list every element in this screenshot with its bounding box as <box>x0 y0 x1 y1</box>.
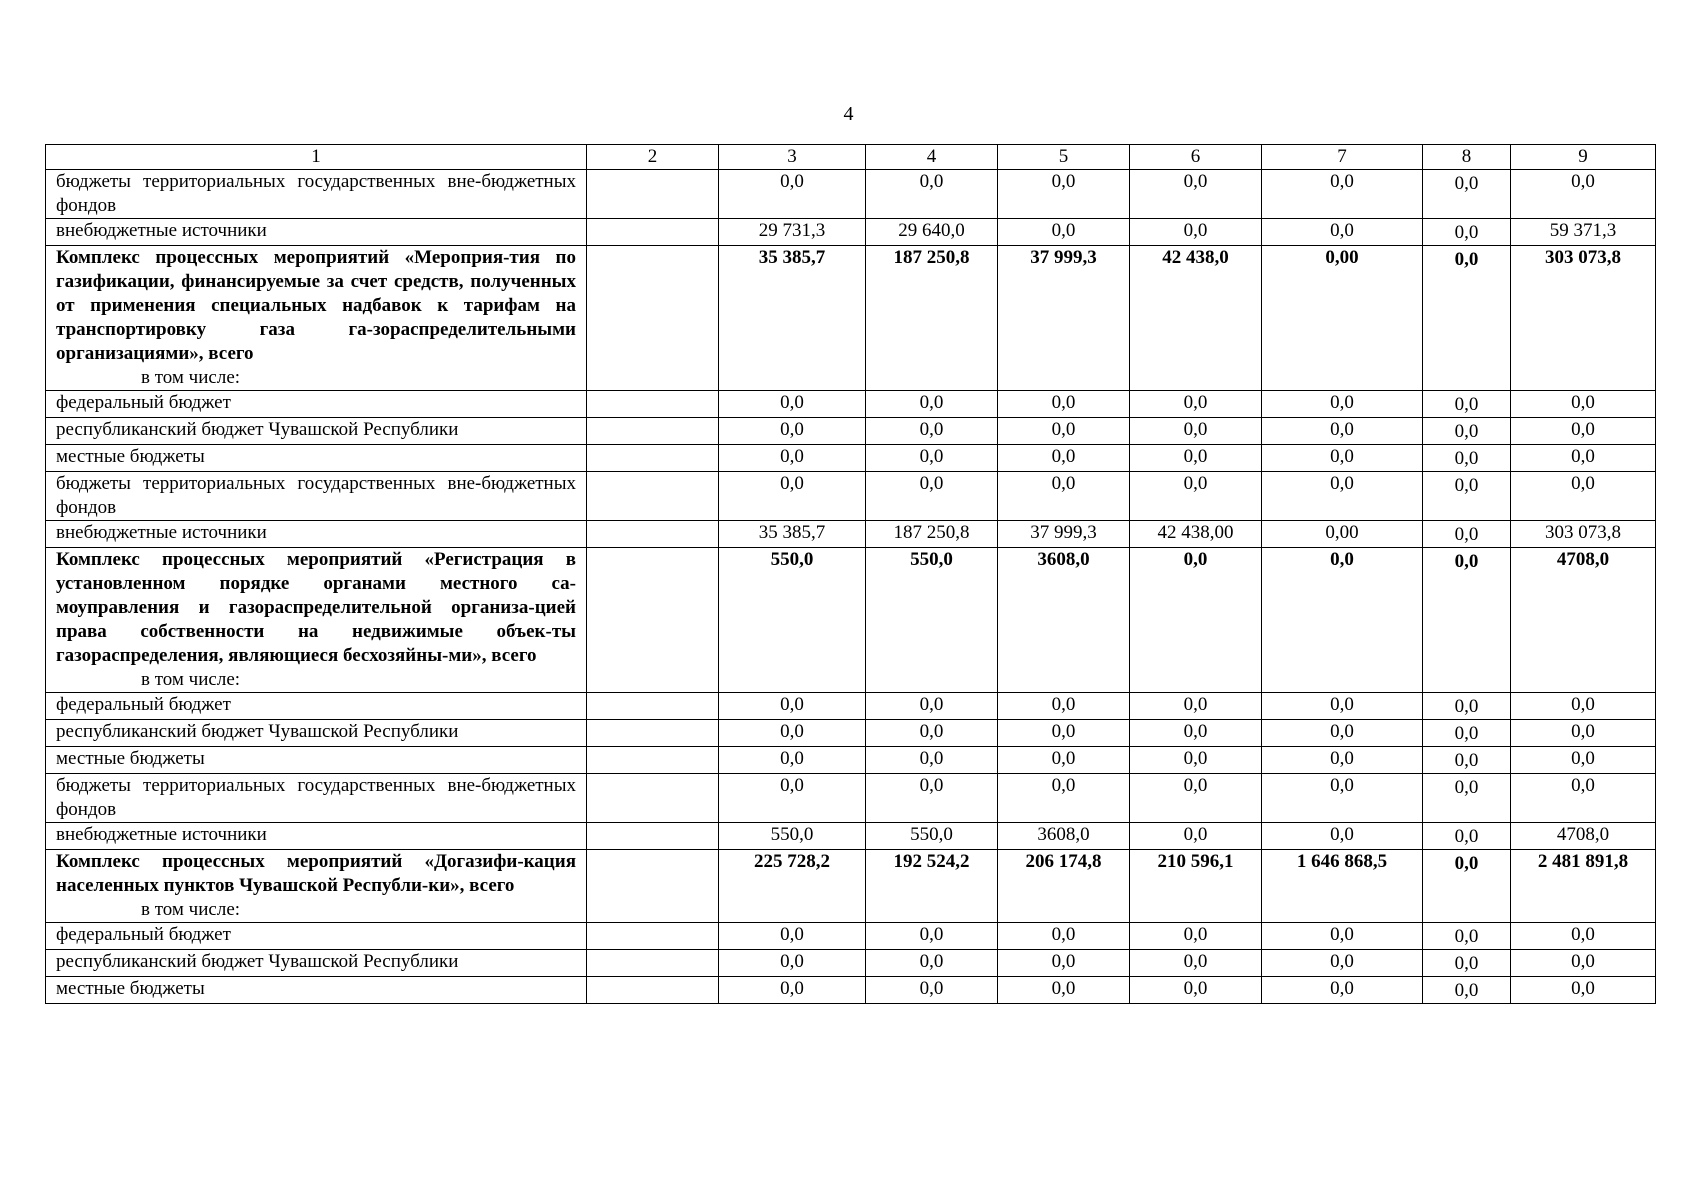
value-cell-col7: 0,0 <box>1262 923 1423 950</box>
value-cell-col6: 0,0 <box>1130 170 1262 219</box>
value-cell-col7: 0,0 <box>1262 418 1423 445</box>
row-label: бюджеты территориальных государственных вне-бюджетных фондов <box>56 775 576 820</box>
value-cell-col5: 0,0 <box>998 747 1130 774</box>
row-label-cell <box>46 950 587 977</box>
row-label-cell <box>46 747 587 774</box>
table-row <box>46 170 1656 219</box>
page-number: 4 <box>843 103 854 125</box>
row-label: Комплекс процессных мероприятий «Догазифи-кация населенных пунктов Чувашской Республи-ки», всего <box>56 851 576 896</box>
row-label-cell <box>46 720 587 747</box>
value-cell-col8: 0,0 <box>1423 418 1511 445</box>
row-label: внебюджетные источники <box>56 522 267 543</box>
value-cell-col5: 0,0 <box>998 950 1130 977</box>
value-cell-col4: 0,0 <box>866 720 998 747</box>
funding-table <box>45 144 1656 1004</box>
row-label-cell <box>46 977 587 1004</box>
value-cell-col3: 0,0 <box>719 923 866 950</box>
value-cell-col4: 0,0 <box>866 693 998 720</box>
value-cell-col4: 550,0 <box>866 548 998 693</box>
row-label-cell <box>46 391 587 418</box>
value-cell-col3: 550,0 <box>719 823 866 850</box>
value-cell-col9: 0,0 <box>1511 693 1656 720</box>
value-cell-col2 <box>587 418 719 445</box>
row-label: федеральный бюджет <box>56 392 231 413</box>
value-cell-col4: 187 250,8 <box>866 521 998 548</box>
value-cell-col6: 0,0 <box>1130 977 1262 1004</box>
value-cell-col2 <box>587 774 719 823</box>
value-cell-col8: 0,0 <box>1423 219 1511 246</box>
value-cell-col9: 0,0 <box>1511 418 1656 445</box>
table-row <box>46 923 1656 950</box>
value-cell-col5: 0,0 <box>998 693 1130 720</box>
value-cell-col3: 0,0 <box>719 445 866 472</box>
value-cell-col4: 0,0 <box>866 418 998 445</box>
value-cell-col7: 0,0 <box>1262 823 1423 850</box>
value-cell-col2 <box>587 747 719 774</box>
value-cell-col6: 42 438,00 <box>1130 521 1262 548</box>
value-cell-col9: 0,0 <box>1511 747 1656 774</box>
table-body <box>46 145 1656 1004</box>
row-label: федеральный бюджет <box>56 694 231 715</box>
value-cell-col9: 2 481 891,8 <box>1511 850 1656 923</box>
value-cell-col9: 0,0 <box>1511 472 1656 521</box>
table-row <box>46 747 1656 774</box>
value-cell-col2 <box>587 693 719 720</box>
value-cell-col7: 0,0 <box>1262 747 1423 774</box>
value-cell-col3: 29 731,3 <box>719 219 866 246</box>
value-cell-col8: 0,0 <box>1423 977 1511 1004</box>
value-cell-col9: 59 371,3 <box>1511 219 1656 246</box>
value-cell-col9: 4708,0 <box>1511 548 1656 693</box>
table-row <box>46 950 1656 977</box>
row-label: республиканский бюджет Чувашской Республики <box>56 951 459 972</box>
value-cell-col7: 0,0 <box>1262 950 1423 977</box>
value-cell-col4: 0,0 <box>866 950 998 977</box>
value-cell-col4: 192 524,2 <box>866 850 998 923</box>
column-number: 6 <box>1130 145 1262 170</box>
value-cell-col6: 42 438,0 <box>1130 246 1262 391</box>
value-cell-col5: 0,0 <box>998 977 1130 1004</box>
value-cell-col8: 0,0 <box>1423 693 1511 720</box>
row-label: местные бюджеты <box>56 978 205 999</box>
value-cell-col3: 0,0 <box>719 977 866 1004</box>
value-cell-col3: 0,0 <box>719 774 866 823</box>
value-cell-col5: 0,0 <box>998 219 1130 246</box>
table-row <box>46 720 1656 747</box>
program-total-row <box>46 850 1656 923</box>
value-cell-col2 <box>587 950 719 977</box>
table-row <box>46 823 1656 850</box>
column-number: 5 <box>998 145 1130 170</box>
value-cell-col5: 0,0 <box>998 445 1130 472</box>
value-cell-col5: 0,0 <box>998 720 1130 747</box>
value-cell-col8: 0,0 <box>1423 850 1511 923</box>
value-cell-col7: 0,0 <box>1262 693 1423 720</box>
value-cell-col6: 0,0 <box>1130 774 1262 823</box>
value-cell-col9: 4708,0 <box>1511 823 1656 850</box>
value-cell-col6: 0,0 <box>1130 823 1262 850</box>
value-cell-col8: 0,0 <box>1423 774 1511 823</box>
table-row <box>46 445 1656 472</box>
row-label: республиканский бюджет Чувашской Республики <box>56 419 459 440</box>
value-cell-col9: 0,0 <box>1511 977 1656 1004</box>
value-cell-col7: 0,0 <box>1262 445 1423 472</box>
value-cell-col3: 0,0 <box>719 693 866 720</box>
table-row <box>46 418 1656 445</box>
value-cell-col4: 0,0 <box>866 472 998 521</box>
value-cell-col6: 0,0 <box>1130 693 1262 720</box>
value-cell-col5: 0,0 <box>998 418 1130 445</box>
value-cell-col8: 0,0 <box>1423 747 1511 774</box>
value-cell-col8: 0,0 <box>1423 548 1511 693</box>
column-number: 1 <box>46 145 587 170</box>
row-label-cell <box>46 219 587 246</box>
value-cell-col7: 0,0 <box>1262 219 1423 246</box>
value-cell-col6: 0,0 <box>1130 747 1262 774</box>
value-cell-col7: 0,0 <box>1262 170 1423 219</box>
column-number: 2 <box>587 145 719 170</box>
program-total-row <box>46 548 1656 693</box>
value-cell-col6: 0,0 <box>1130 391 1262 418</box>
value-cell-col3: 0,0 <box>719 472 866 521</box>
row-label-cell <box>46 418 587 445</box>
value-cell-col4: 0,0 <box>866 977 998 1004</box>
table-row <box>46 977 1656 1004</box>
value-cell-col4: 550,0 <box>866 823 998 850</box>
program-total-row <box>46 246 1656 391</box>
value-cell-col6: 0,0 <box>1130 950 1262 977</box>
value-cell-col9: 0,0 <box>1511 445 1656 472</box>
value-cell-col2 <box>587 445 719 472</box>
table-row <box>46 693 1656 720</box>
value-cell-col9: 0,0 <box>1511 391 1656 418</box>
value-cell-col2 <box>587 548 719 693</box>
value-cell-col2 <box>587 391 719 418</box>
column-number: 8 <box>1423 145 1511 170</box>
value-cell-col9: 0,0 <box>1511 720 1656 747</box>
row-label-cell <box>46 823 587 850</box>
value-cell-col6: 0,0 <box>1130 445 1262 472</box>
value-cell-col3: 0,0 <box>719 950 866 977</box>
value-cell-col3: 35 385,7 <box>719 246 866 391</box>
value-cell-col7: 0,0 <box>1262 472 1423 521</box>
value-cell-col2 <box>587 219 719 246</box>
value-cell-col2 <box>587 923 719 950</box>
value-cell-col9: 303 073,8 <box>1511 246 1656 391</box>
row-label: республиканский бюджет Чувашской Республики <box>56 721 459 742</box>
column-number-row <box>46 145 1656 170</box>
row-label: внебюджетные источники <box>56 824 267 845</box>
value-cell-col8: 0,0 <box>1423 950 1511 977</box>
value-cell-col5: 0,0 <box>998 774 1130 823</box>
value-cell-col6: 0,0 <box>1130 219 1262 246</box>
value-cell-col8: 0,0 <box>1423 170 1511 219</box>
value-cell-col7: 0,00 <box>1262 521 1423 548</box>
row-label-cell <box>46 850 587 923</box>
value-cell-col5: 3608,0 <box>998 548 1130 693</box>
value-cell-col2 <box>587 823 719 850</box>
value-cell-col4: 0,0 <box>866 170 998 219</box>
value-cell-col9: 303 073,8 <box>1511 521 1656 548</box>
value-cell-col2 <box>587 850 719 923</box>
row-label: местные бюджеты <box>56 748 205 769</box>
value-cell-col8: 0,0 <box>1423 521 1511 548</box>
table-row <box>46 219 1656 246</box>
value-cell-col2 <box>587 170 719 219</box>
value-cell-col3: 0,0 <box>719 391 866 418</box>
value-cell-col4: 29 640,0 <box>866 219 998 246</box>
row-label: бюджеты территориальных государственных вне-бюджетных фондов <box>56 473 576 518</box>
value-cell-col4: 0,0 <box>866 923 998 950</box>
row-label-cell <box>46 472 587 521</box>
row-label: внебюджетные источники <box>56 220 267 241</box>
value-cell-col5: 3608,0 <box>998 823 1130 850</box>
column-number: 9 <box>1511 145 1656 170</box>
value-cell-col9: 0,0 <box>1511 923 1656 950</box>
table-row <box>46 774 1656 823</box>
value-cell-col5: 0,0 <box>998 391 1130 418</box>
value-cell-col2 <box>587 521 719 548</box>
row-label: Комплекс процессных мероприятий «Мероприя-тия по газификации, финансируемые за счет средств, полученных от применения специальных надбавок к тарифам на транспортировку газа га-зораспределительными организациями», всего <box>56 247 576 364</box>
value-cell-col8: 0,0 <box>1423 472 1511 521</box>
value-cell-col6: 0,0 <box>1130 418 1262 445</box>
value-cell-col8: 0,0 <box>1423 391 1511 418</box>
row-label-cell <box>46 774 587 823</box>
column-number: 7 <box>1262 145 1423 170</box>
value-cell-col8: 0,0 <box>1423 923 1511 950</box>
value-cell-col5: 37 999,3 <box>998 246 1130 391</box>
value-cell-col9: 0,0 <box>1511 950 1656 977</box>
value-cell-col6: 210 596,1 <box>1130 850 1262 923</box>
value-cell-col8: 0,0 <box>1423 445 1511 472</box>
value-cell-col3: 0,0 <box>719 720 866 747</box>
value-cell-col2 <box>587 720 719 747</box>
value-cell-col7: 0,0 <box>1262 774 1423 823</box>
value-cell-col2 <box>587 472 719 521</box>
row-label-cell <box>46 548 587 693</box>
value-cell-col4: 187 250,8 <box>866 246 998 391</box>
value-cell-col6: 0,0 <box>1130 472 1262 521</box>
value-cell-col9: 0,0 <box>1511 170 1656 219</box>
value-cell-col2 <box>587 977 719 1004</box>
value-cell-col2 <box>587 246 719 391</box>
row-label: Комплекс процессных мероприятий «Регистрация в установленном порядке органами местного са-моуправления и газораспределительной организа-цией права собственности на недвижимые объек-ты газораспределения, являющиеся бесхозяйны-ми», всего <box>56 549 576 666</box>
row-label-cell <box>46 170 587 219</box>
row-label-cell <box>46 923 587 950</box>
value-cell-col7: 0,0 <box>1262 548 1423 693</box>
value-cell-col8: 0,0 <box>1423 823 1511 850</box>
table-row <box>46 391 1656 418</box>
value-cell-col3: 0,0 <box>719 418 866 445</box>
row-subnote: в том числе: <box>141 899 241 920</box>
value-cell-col5: 37 999,3 <box>998 521 1130 548</box>
value-cell-col5: 0,0 <box>998 170 1130 219</box>
value-cell-col5: 206 174,8 <box>998 850 1130 923</box>
value-cell-col5: 0,0 <box>998 923 1130 950</box>
row-label-cell <box>46 445 587 472</box>
value-cell-col7: 0,0 <box>1262 391 1423 418</box>
column-number: 4 <box>866 145 998 170</box>
value-cell-col8: 0,0 <box>1423 246 1511 391</box>
column-number: 3 <box>719 145 866 170</box>
row-subnote: в том числе: <box>141 669 241 690</box>
row-label: бюджеты территориальных государственных вне-бюджетных фондов <box>56 171 576 216</box>
value-cell-col4: 0,0 <box>866 774 998 823</box>
value-cell-col3: 225 728,2 <box>719 850 866 923</box>
value-cell-col3: 35 385,7 <box>719 521 866 548</box>
value-cell-col4: 0,0 <box>866 445 998 472</box>
value-cell-col7: 1 646 868,5 <box>1262 850 1423 923</box>
value-cell-col7: 0,0 <box>1262 720 1423 747</box>
table-row <box>46 521 1656 548</box>
value-cell-col3: 0,0 <box>719 170 866 219</box>
row-label-cell <box>46 521 587 548</box>
value-cell-col4: 0,0 <box>866 391 998 418</box>
row-label: федеральный бюджет <box>56 924 231 945</box>
table-row <box>46 472 1656 521</box>
value-cell-col3: 0,0 <box>719 747 866 774</box>
value-cell-col6: 0,0 <box>1130 548 1262 693</box>
row-subnote: в том числе: <box>141 367 241 388</box>
row-label-cell <box>46 693 587 720</box>
value-cell-col4: 0,0 <box>866 747 998 774</box>
value-cell-col9: 0,0 <box>1511 774 1656 823</box>
value-cell-col8: 0,0 <box>1423 720 1511 747</box>
value-cell-col5: 0,0 <box>998 472 1130 521</box>
row-label-cell <box>46 246 587 391</box>
value-cell-col7: 0,0 <box>1262 977 1423 1004</box>
value-cell-col6: 0,0 <box>1130 923 1262 950</box>
value-cell-col7: 0,00 <box>1262 246 1423 391</box>
row-label: местные бюджеты <box>56 446 205 467</box>
value-cell-col6: 0,0 <box>1130 720 1262 747</box>
value-cell-col3: 550,0 <box>719 548 866 693</box>
